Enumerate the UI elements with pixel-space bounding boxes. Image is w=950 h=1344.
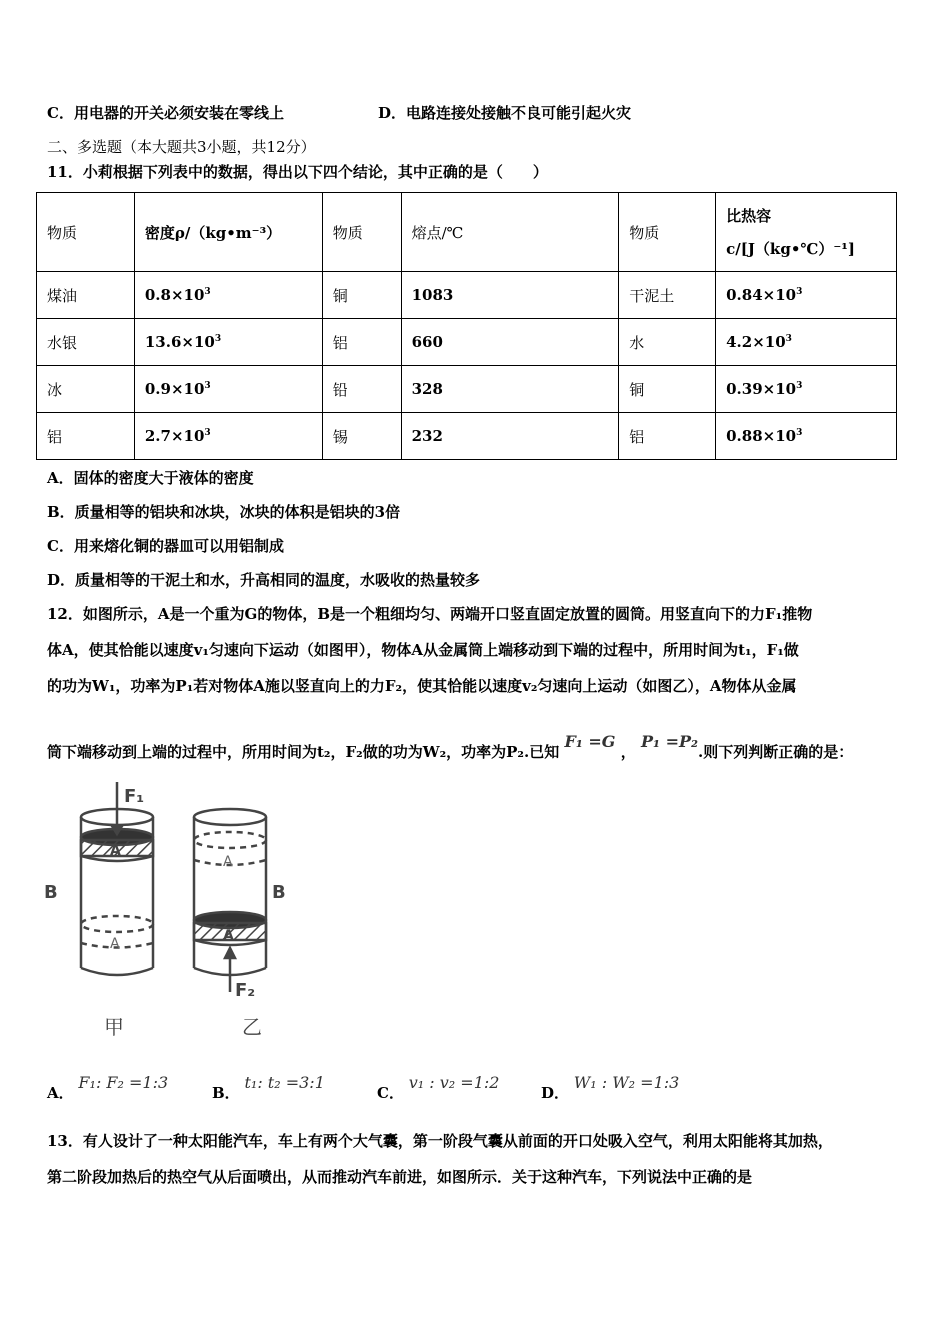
table-row bbox=[37, 272, 897, 319]
substance-cell: 铅 bbox=[322, 366, 401, 413]
heat-cell: $0.84\times 10^3$ bbox=[716, 272, 897, 319]
substance-cell: 水 bbox=[619, 319, 716, 366]
q11-option-a: A．固体的密度大于液体的密度 bbox=[47, 469, 254, 487]
comma: ， bbox=[620, 743, 636, 761]
cylinder-yi bbox=[194, 809, 266, 992]
q12-line-4 bbox=[47, 732, 854, 762]
melting-cell: 328 bbox=[401, 366, 619, 413]
force-f2-label: F₂ bbox=[235, 980, 256, 1001]
header-specific-heat-unit: c/[J（kg•℃）⁻¹] bbox=[726, 240, 855, 258]
q12-line-4-text: 筒下端移动到上端的过程中，所用时间为t₂，F₂做的功为W₂，功率为P₂.已知 bbox=[47, 743, 560, 761]
melting-cell: 1083 bbox=[401, 272, 619, 319]
q12-option-b bbox=[212, 1072, 325, 1102]
q11-data-table bbox=[36, 192, 897, 460]
heat-cell: $4.2\times 10^3$ bbox=[716, 319, 897, 366]
table-row bbox=[37, 366, 897, 413]
q12-line-1: 12．如图所示，A是一个重为G的物体，B是一个粗细均匀、两端开口竖直固定放置的圆筒。用竖直向下的力F₁推物 bbox=[47, 605, 813, 623]
substance-cell: 铜 bbox=[619, 366, 716, 413]
q11-option-c: C．用来熔化铜的器皿可以用铝制成 bbox=[47, 537, 284, 555]
melting-cell: 232 bbox=[401, 413, 619, 460]
density-cell: $0.9\times 10^3$ bbox=[134, 366, 322, 413]
substance-cell: 铝 bbox=[619, 413, 716, 460]
q13-line-1: 13．有人设计了一种太阳能汽车，车上有两个大气囊，第一阶段气囊从前面的开口处吸入空气，利用太阳能将其加热， bbox=[47, 1132, 833, 1150]
option-expr: W₁ : W₂ =1:3 bbox=[573, 1073, 680, 1092]
object-a-label-jia: A bbox=[110, 843, 121, 859]
substance-cell: 锡 bbox=[322, 413, 401, 460]
heat-cell: $0.88\times 10^3$ bbox=[716, 413, 897, 460]
q11-option-d: D．质量相等的干泥土和水，升高相同的温度，水吸收的热量较多 bbox=[47, 571, 481, 589]
q12-line-3: 的功为W₁，功率为P₁若对物体A施以竖直向上的力F₂，使其恰能以速度v₂匀速向上运动（如图乙），A物体从金属 bbox=[47, 677, 797, 695]
option-expr: t₁: t₂ =3:1 bbox=[244, 1073, 325, 1092]
melting-cell: 660 bbox=[401, 319, 619, 366]
force-f1-label: F₁ bbox=[124, 786, 145, 807]
density-cell: $2.7\times 10^3$ bbox=[134, 413, 322, 460]
q12-option-d bbox=[541, 1072, 680, 1102]
density-cell: $0.8\times 10^3$ bbox=[134, 272, 322, 319]
q13-line-2: 第二阶段加热后的热空气从后面喷出，从而推动汽车前进，如图所示．关于这种汽车，下列说法中正确的是 bbox=[47, 1168, 753, 1186]
header-specific-heat-title: 比热容 bbox=[726, 207, 772, 225]
substance-cell: 铝 bbox=[322, 319, 401, 366]
table-row bbox=[37, 319, 897, 366]
option-letter: D． bbox=[541, 1084, 570, 1102]
substance-cell: 干泥土 bbox=[619, 272, 716, 319]
header-density: 密度ρ/（kg•m⁻³） bbox=[134, 193, 322, 272]
header-specific-heat bbox=[716, 193, 897, 272]
substance-cell: 铝 bbox=[37, 413, 135, 460]
q12-stem bbox=[47, 596, 907, 704]
density-cell: $13.6\times 10^3$ bbox=[134, 319, 322, 366]
q12-line-4-tail: .则下列判断正确的是： bbox=[698, 743, 854, 761]
object-a-dashed-label-yi: A bbox=[223, 854, 233, 870]
given-p1-equals-p2: P₁ =P₂ bbox=[640, 732, 699, 751]
option-expr: F₁: F₂ =1:3 bbox=[78, 1073, 169, 1092]
q11-stem: 11．小莉根据下列表中的数据，得出以下四个结论，其中正确的是（ ） bbox=[47, 163, 548, 181]
option-letter: A． bbox=[47, 1084, 74, 1102]
table-header-row bbox=[37, 193, 897, 272]
figure-label-yi: 乙 bbox=[242, 1015, 262, 1039]
section-title: 二、多选题（本大题共3小题，共12分） bbox=[47, 138, 316, 156]
q12-option-c bbox=[377, 1072, 500, 1102]
option-expr: v₁ : v₂ =1:2 bbox=[408, 1073, 500, 1092]
q12-line-2: 体A，使其恰能以速度v₁匀速向下运动（如图甲），物体A从金属筒上端移动到下端的过程中，所用时间为t₁，F₁做 bbox=[47, 641, 799, 659]
cylinder-figure bbox=[40, 782, 300, 1047]
cylinder-b-label-yi: B bbox=[272, 882, 286, 903]
table-row bbox=[37, 413, 897, 460]
header-substance-3: 物质 bbox=[619, 193, 716, 272]
q12-option-a bbox=[47, 1072, 169, 1102]
header-substance-2: 物质 bbox=[322, 193, 401, 272]
given-f1-equals-g: F₁ =G bbox=[564, 732, 616, 751]
cylinder-b-label-jia: B bbox=[44, 882, 58, 903]
substance-cell: 冰 bbox=[37, 366, 135, 413]
q13-stem bbox=[47, 1123, 907, 1195]
figure-label-jia: 甲 bbox=[104, 1015, 124, 1039]
option-letter: B． bbox=[212, 1084, 240, 1102]
substance-cell: 铜 bbox=[322, 272, 401, 319]
header-melting-point: 熔点/℃ bbox=[401, 193, 619, 272]
object-a-label-yi: A bbox=[223, 928, 234, 944]
q10-option-d: D．电路连接处接触不良可能引起火灾 bbox=[378, 104, 632, 122]
object-a-dashed-label-jia: A bbox=[110, 936, 120, 952]
q11-option-b: B．质量相等的铝块和冰块，冰块的体积是铝块的3倍 bbox=[47, 503, 401, 521]
substance-cell: 煤油 bbox=[37, 272, 135, 319]
heat-cell: $0.39\times 10^3$ bbox=[716, 366, 897, 413]
substance-cell: 水银 bbox=[37, 319, 135, 366]
option-letter: C． bbox=[377, 1084, 404, 1102]
q10-option-c: C．用电器的开关必须安装在零线上 bbox=[47, 104, 284, 122]
header-substance-1: 物质 bbox=[37, 193, 135, 272]
